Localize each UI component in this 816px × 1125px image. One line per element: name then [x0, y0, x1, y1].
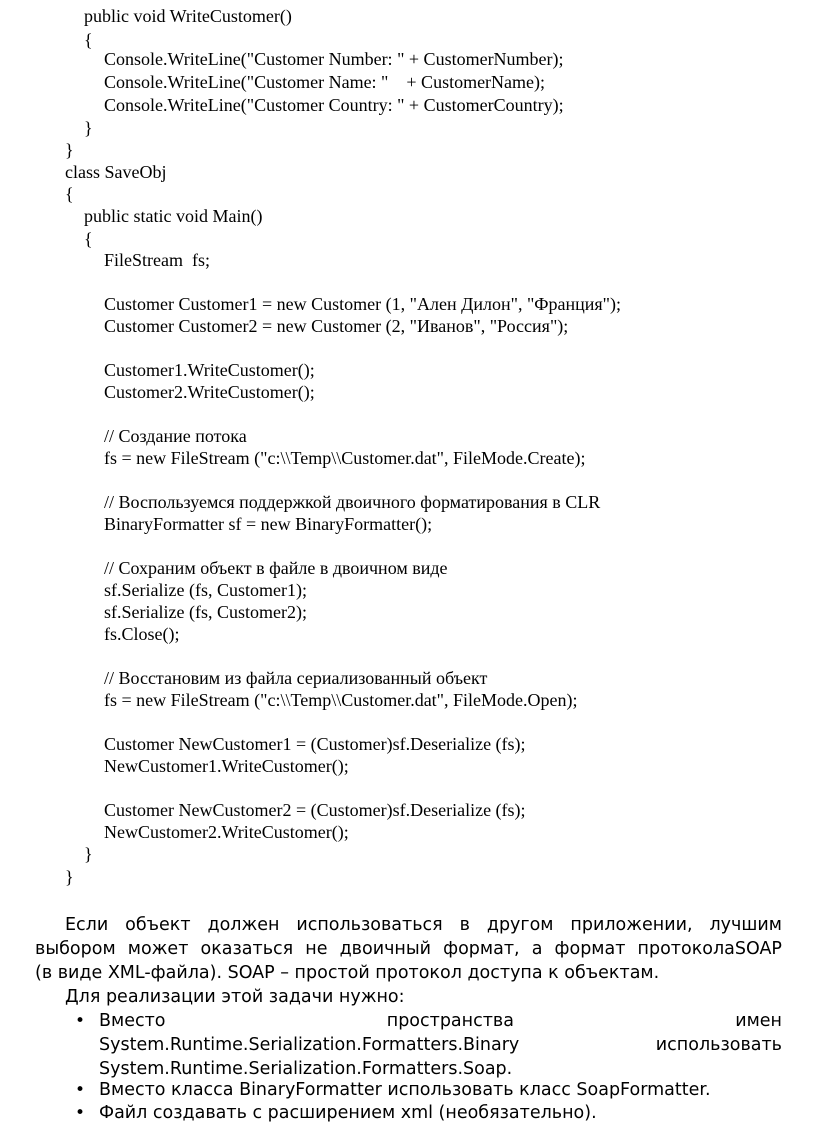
word: формат,	[443, 939, 520, 959]
word: приложении,	[570, 915, 693, 935]
code-line: Customer Customer2 = new Customer (2, "Иванов", "Россия");	[104, 316, 569, 336]
code-line: Console.WriteLine("Customer Name: " + CustomerName);	[104, 72, 546, 92]
code-line: }	[84, 118, 93, 138]
code-line: Customer1.WriteCustomer();	[104, 360, 315, 380]
word: не	[305, 939, 328, 959]
paragraph-intro: Для реализации этой задачи нужно:	[65, 987, 405, 1007]
bullet-icon: •	[75, 1011, 86, 1031]
list-item-line: System.Runtime.Serialization.Formatters.Soap.	[99, 1059, 513, 1079]
code-line: Customer2.WriteCustomer();	[104, 382, 315, 402]
paragraph-line	[65, 913, 782, 937]
code-line: }	[65, 140, 74, 160]
word: имен	[735, 1011, 782, 1031]
word: использоваться	[296, 915, 443, 935]
code-line: Customer NewCustomer1 = (Customer)sf.Deserialize (fs);	[104, 734, 526, 754]
word: может	[127, 939, 189, 959]
code-line: NewCustomer1.WriteCustomer();	[104, 756, 349, 776]
word: пространства	[386, 1011, 514, 1031]
list-item-line	[99, 1009, 782, 1033]
word: Вместо	[99, 1011, 166, 1031]
code-line: Customer NewCustomer2 = (Customer)sf.Deserialize (fs);	[104, 800, 526, 820]
word: лучшим	[709, 915, 782, 935]
bullet-icon: •	[75, 1103, 86, 1123]
word: формат	[554, 939, 626, 959]
code-line: class SaveObj	[65, 162, 167, 182]
code-line: public void WriteCustomer()	[84, 6, 292, 26]
code-line: BinaryFormatter sf = new BinaryFormatter();	[104, 514, 433, 534]
code-line: }	[84, 844, 93, 864]
word: объект	[125, 915, 191, 935]
paragraph-line	[35, 937, 782, 961]
code-line: FileStream fs;	[104, 250, 210, 270]
code-line: }	[65, 867, 74, 887]
code-line: Console.WriteLine("Customer Country: " + CustomerCountry);	[104, 95, 564, 115]
word: другом	[486, 915, 554, 935]
word: должен	[207, 915, 280, 935]
list-item-line	[99, 1033, 782, 1057]
code-line: {	[84, 229, 93, 249]
word: двоичный	[339, 939, 432, 959]
code-line: {	[84, 30, 93, 50]
word: а	[531, 939, 543, 959]
code-line: sf.Serialize (fs, Customer2);	[104, 602, 307, 622]
code-line: fs.Close();	[104, 624, 180, 644]
code-comment: // Создание потока	[104, 426, 247, 446]
word: оказаться	[200, 939, 294, 959]
code-line: fs = new FileStream ("c:\\Temp\\Customer.dat", FileMode.Create);	[104, 448, 586, 468]
bullet-icon: •	[75, 1080, 86, 1100]
word: System.Runtime.Serialization.Formatters.Binary	[99, 1035, 520, 1055]
code-comment: // Воспользуемся поддержкой двоичного форматирования в CLR	[104, 492, 601, 512]
code-line: {	[65, 184, 74, 204]
code-line: public static void Main()	[84, 206, 263, 226]
code-line: sf.Serialize (fs, Customer1);	[104, 580, 307, 600]
code-line: Customer Customer1 = new Customer (1, "Ален Дилон", "Франция");	[104, 294, 622, 314]
code-comment: // Восстановим из файла сериализованный объект	[104, 668, 488, 688]
code-line: fs = new FileStream ("c:\\Temp\\Customer.dat", FileMode.Open);	[104, 690, 578, 710]
code-line: NewCustomer2.WriteCustomer();	[104, 822, 349, 842]
word: протоколаSOAP	[637, 939, 782, 959]
list-item: Вместо класса BinaryFormatter использовать класс SoapFormatter.	[99, 1080, 711, 1100]
word: Если	[65, 915, 109, 935]
word: использовать	[655, 1035, 782, 1055]
paragraph-line: (в виде XML-файла). SOAP – простой протокол доступа к объектам.	[35, 963, 660, 983]
list-item: Файл создавать с расширением xml (необязательно).	[99, 1103, 597, 1123]
code-comment: // Сохраним объект в файле в двоичном виде	[104, 558, 448, 578]
code-line: Console.WriteLine("Customer Number: " + CustomerNumber);	[104, 49, 564, 69]
word: выбором	[35, 939, 116, 959]
word: в	[459, 915, 470, 935]
